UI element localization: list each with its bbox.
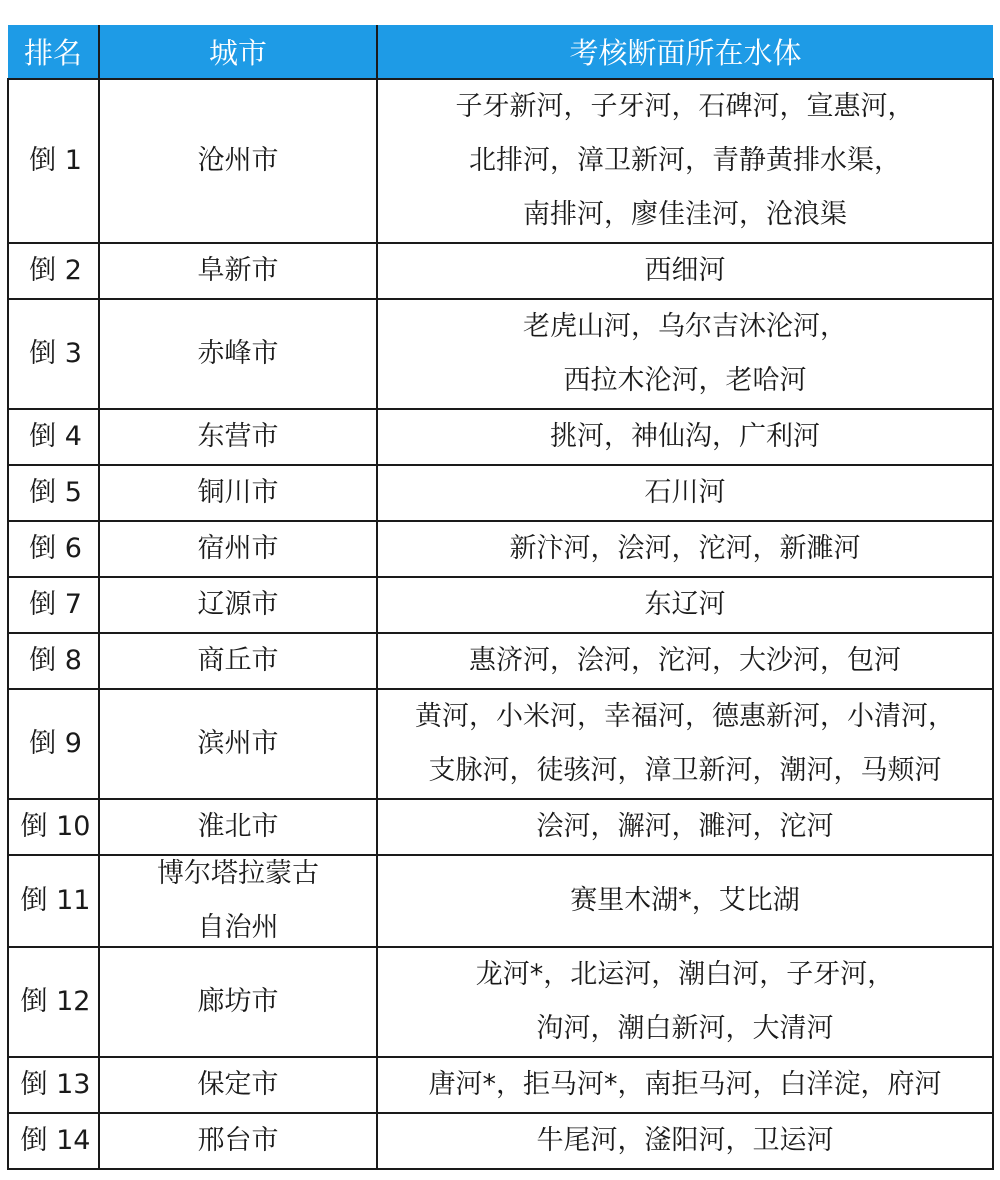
header-rank: 排名: [8, 25, 99, 79]
water-body-line: 东辽河: [644, 589, 726, 620]
water-body-cell: [377, 465, 993, 521]
water-body-line: 老虎山河，乌尔吉沐沦河，: [523, 311, 847, 342]
rank-cell: 倒 1: [8, 79, 99, 243]
water-body-line: 浍河，澥河，濉河，沱河: [536, 811, 834, 842]
city-cell: [99, 465, 377, 521]
water-body-line: 赛里木湖*，艾比湖: [570, 885, 800, 916]
city-cell: [99, 633, 377, 689]
city-name-line: 博尔塔拉蒙古: [157, 858, 319, 889]
city-name-line: 保定市: [197, 1069, 279, 1100]
water-body-cell: [377, 689, 993, 799]
rank-cell: 倒 9: [8, 689, 99, 799]
rank-cell: 倒 11: [8, 855, 99, 947]
table-row: [8, 243, 993, 299]
city-name-line: 宿州市: [197, 533, 279, 564]
table-row: [8, 409, 993, 465]
header-city: 城市: [99, 25, 377, 79]
table-row: [8, 79, 993, 243]
water-body-line: 南排河，廖佳洼河，沧浪渠: [523, 199, 847, 230]
city-name-line: 沧州市: [197, 145, 279, 176]
water-body-line: 黄河，小米河，幸福河，德惠新河，小清河，: [415, 701, 955, 732]
table-row: [8, 855, 993, 947]
water-body-cell: [377, 577, 993, 633]
table-row: [8, 633, 993, 689]
city-cell: [99, 1057, 377, 1113]
water-body-line: 西拉木沦河，老哈河: [563, 365, 807, 396]
water-body-line: 泃河，潮白新河，大清河: [536, 1013, 834, 1044]
city-name-line: 阜新市: [197, 255, 279, 286]
rank-cell: 倒 2: [8, 243, 99, 299]
water-body-line: 惠济河，浍河，沱河，大沙河，包河: [469, 645, 901, 676]
water-quality-ranking-table: [7, 25, 994, 1170]
city-cell: [99, 1113, 377, 1169]
water-body-cell: [377, 633, 993, 689]
city-cell: [99, 79, 377, 243]
water-body-cell: [377, 299, 993, 409]
rank-cell: 倒 13: [8, 1057, 99, 1113]
table-row: [8, 577, 993, 633]
city-cell: [99, 521, 377, 577]
water-body-line: 龙河*，北运河，潮白河，子牙河，: [475, 959, 895, 990]
table-row: [8, 1113, 993, 1169]
rank-cell: 倒 12: [8, 947, 99, 1057]
water-body-line: 支脉河，徒骇河，漳卫新河，潮河，马颊河: [428, 755, 942, 786]
city-name-line: 邢台市: [197, 1125, 279, 1156]
table-row: [8, 299, 993, 409]
ranking-table-wrapper: [7, 25, 992, 1170]
water-body-cell: [377, 1057, 993, 1113]
city-name-line: 东营市: [197, 421, 279, 452]
rank-cell: 倒 7: [8, 577, 99, 633]
water-body-cell: [377, 79, 993, 243]
city-cell: [99, 689, 377, 799]
table-row: [8, 689, 993, 799]
water-body-line: 挑河，神仙沟，广利河: [550, 421, 820, 452]
rank-cell: 倒 14: [8, 1113, 99, 1169]
water-body-line: 子牙新河，子牙河，石碑河，宣惠河，: [455, 91, 915, 122]
water-body-cell: [377, 947, 993, 1057]
city-cell: [99, 243, 377, 299]
water-body-cell: [377, 409, 993, 465]
table-row: [8, 521, 993, 577]
city-name-line: 铜川市: [197, 477, 279, 508]
city-cell: [99, 855, 377, 947]
city-cell: [99, 799, 377, 855]
city-name-line: 淮北市: [197, 811, 279, 842]
water-body-cell: [377, 799, 993, 855]
rank-cell: 倒 4: [8, 409, 99, 465]
table-header-row: [8, 25, 993, 79]
city-name-line: 赤峰市: [197, 338, 279, 369]
water-body-cell: [377, 855, 993, 947]
water-body-cell: [377, 243, 993, 299]
header-water-body: 考核断面所在水体: [377, 25, 993, 79]
water-body-line: 西细河: [644, 255, 726, 286]
rank-cell: 倒 10: [8, 799, 99, 855]
table-row: [8, 465, 993, 521]
water-body-cell: [377, 521, 993, 577]
table-body: [8, 79, 993, 1169]
water-body-line: 石川河: [644, 477, 726, 508]
table-row: [8, 1057, 993, 1113]
city-name-line: 滨州市: [197, 728, 279, 759]
city-name-line: 商丘市: [197, 645, 279, 676]
city-cell: [99, 577, 377, 633]
rank-cell: 倒 3: [8, 299, 99, 409]
water-body-cell: [377, 1113, 993, 1169]
rank-cell: 倒 6: [8, 521, 99, 577]
water-body-line: 唐河*，拒马河*，南拒马河，白洋淀，府河: [428, 1069, 942, 1100]
city-cell: [99, 947, 377, 1057]
water-body-line: 新汴河，浍河，沱河，新濉河: [509, 533, 861, 564]
water-body-line: 牛尾河，滏阳河，卫运河: [536, 1125, 834, 1156]
city-cell: [99, 409, 377, 465]
table-row: [8, 947, 993, 1057]
city-name-line: 自治州: [197, 912, 279, 943]
city-name-line: 辽源市: [197, 589, 279, 620]
rank-cell: 倒 5: [8, 465, 99, 521]
table-row: [8, 799, 993, 855]
rank-cell: 倒 8: [8, 633, 99, 689]
city-name-line: 廊坊市: [197, 986, 279, 1017]
city-cell: [99, 299, 377, 409]
water-body-line: 北排河，漳卫新河，青静黄排水渠，: [469, 145, 901, 176]
